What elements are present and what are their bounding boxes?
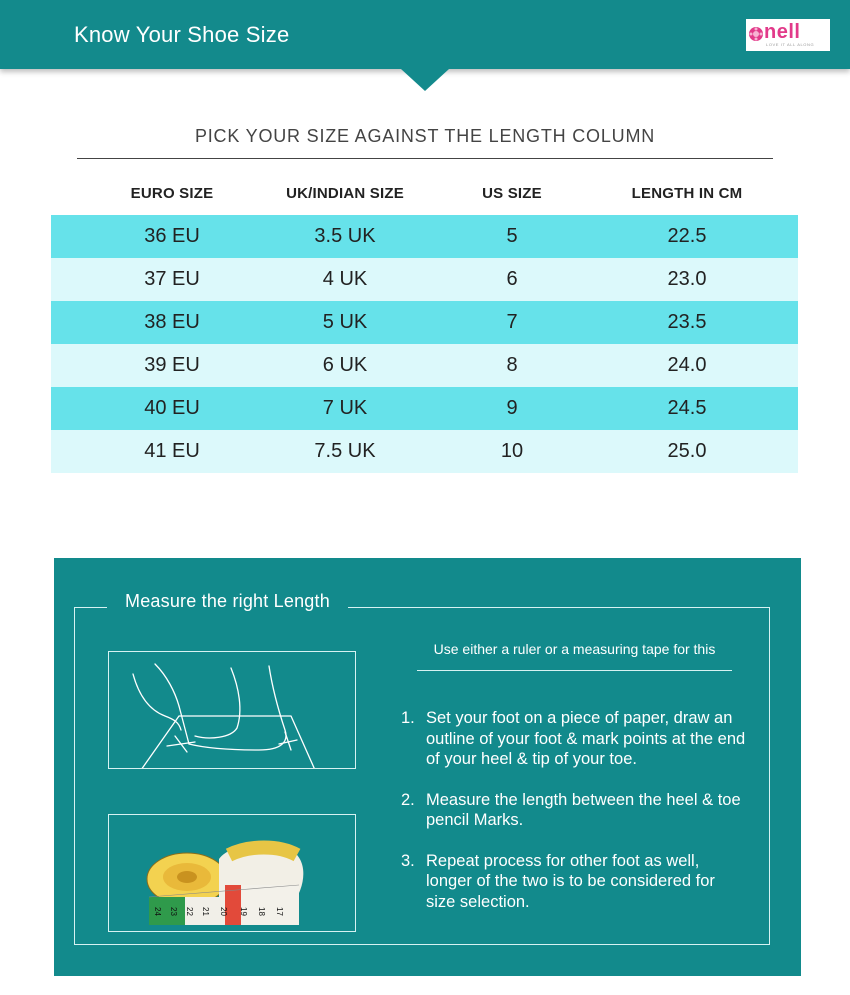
length-cell: 23.0	[667, 268, 707, 290]
length-cell: 25.0	[667, 440, 707, 462]
euro-size-cell: 38 EU	[144, 311, 200, 333]
table-row	[51, 301, 798, 344]
step-text: Repeat process for other foot as well, longer of the two is to be considered for size selection.	[426, 851, 715, 911]
tape-number: 24	[152, 907, 162, 916]
foot-tracing-icon	[109, 652, 355, 768]
uk-size-cell: 7.5 UK	[314, 440, 376, 462]
column-header-length: LENGTH IN CM	[631, 185, 743, 202]
us-size-cell: 7	[506, 311, 518, 333]
tape-number: 18	[256, 907, 266, 916]
step-text: Set your foot on a piece of paper, draw an outline of your foot & mark points at the end of your heel & tip of your toe.	[426, 709, 746, 768]
tip-divider	[417, 670, 732, 671]
step-number: 2.	[401, 790, 415, 809]
length-cell: 23.5	[667, 311, 707, 333]
column-header-us: US SIZE	[482, 185, 542, 202]
instruction-step	[401, 708, 746, 770]
flower-icon	[748, 26, 764, 42]
tape-number: 17	[274, 907, 284, 916]
instruction-step	[401, 790, 746, 831]
uk-size-cell: 5 UK	[322, 311, 368, 333]
tape-number: 21	[200, 907, 210, 916]
table-row	[51, 258, 798, 301]
heading-divider	[77, 158, 773, 159]
tape-number: 23	[168, 907, 178, 916]
us-size-cell: 10	[500, 440, 524, 462]
table-row	[51, 344, 798, 387]
instruction-step	[401, 851, 746, 913]
uk-size-cell: 7 UK	[322, 397, 368, 419]
instruction-steps	[401, 708, 746, 932]
euro-size-cell: 41 EU	[144, 440, 200, 462]
step-text: Measure the length between the heel & toe pencil Marks.	[426, 790, 741, 829]
step-number: 1.	[401, 709, 415, 727]
brand-logo[interactable]	[746, 19, 830, 51]
table-row	[51, 215, 798, 258]
length-cell: 22.5	[667, 225, 707, 247]
length-cell: 24.0	[667, 354, 707, 376]
us-size-cell: 6	[506, 268, 518, 290]
table-header-row	[51, 185, 798, 207]
tape-number: 22	[184, 907, 194, 916]
euro-size-cell: 36 EU	[144, 225, 200, 247]
size-table	[51, 215, 798, 473]
measure-panel	[54, 558, 801, 976]
us-size-cell: 8	[506, 354, 518, 376]
euro-size-cell: 37 EU	[144, 268, 200, 290]
table-heading: PICK YOUR SIZE AGAINST THE LENGTH COLUMN	[194, 126, 656, 146]
uk-size-cell: 3.5 UK	[314, 225, 376, 247]
column-header-euro: EURO SIZE	[130, 185, 214, 202]
euro-size-cell: 40 EU	[144, 397, 200, 419]
header-notch	[401, 69, 449, 91]
tape-ticks	[153, 907, 303, 921]
tape-number: 19	[238, 907, 248, 916]
uk-size-cell: 4 UK	[322, 268, 368, 290]
brand-name: nell	[764, 21, 801, 43]
column-header-uk: UK/INDIAN SIZE	[286, 185, 404, 202]
length-cell: 24.5	[667, 397, 707, 419]
tool-tip-text: Use either a ruler or a measuring tape for this	[433, 641, 716, 657]
brand-tagline: LOVE IT ALL ALONG	[766, 42, 815, 47]
table-row	[51, 387, 798, 430]
uk-size-cell: 6 UK	[322, 354, 368, 376]
foot-tracing-illustration	[108, 651, 356, 769]
us-size-cell: 5	[506, 225, 518, 247]
panel-title: Measure the right Length	[107, 591, 348, 612]
us-size-cell: 9	[506, 397, 518, 419]
measuring-tape-illustration	[108, 814, 356, 932]
step-number: 3.	[401, 851, 415, 870]
tape-number: 20	[218, 907, 228, 916]
table-row	[51, 430, 798, 473]
page-header	[0, 0, 850, 69]
header-title: Know Your Shoe Size	[74, 22, 290, 47]
euro-size-cell: 39 EU	[144, 354, 200, 376]
